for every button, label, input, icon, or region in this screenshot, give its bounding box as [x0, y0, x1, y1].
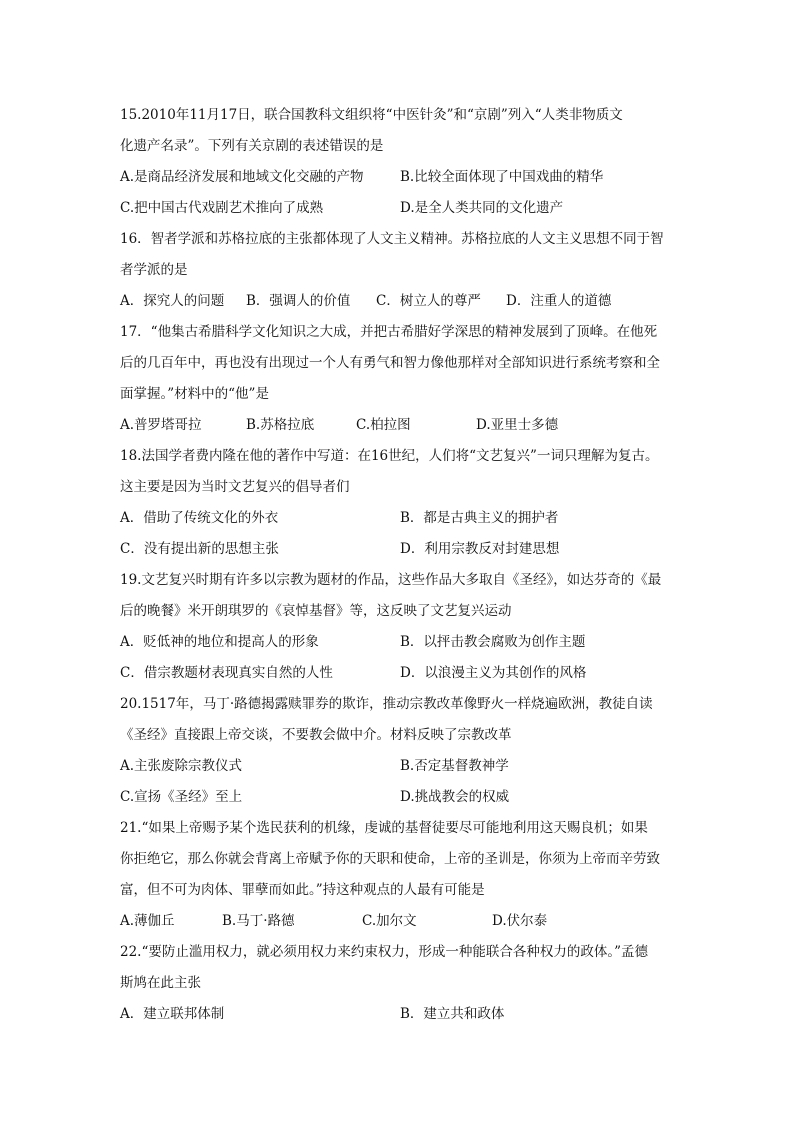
answer-option: B.否定基督教神学 [400, 758, 509, 774]
question-stem-line: 21.“如果上帝赐予某个选民获利的机缘，虔诚的基督徒要尽可能地利用这天赐良机；如果 [120, 820, 648, 836]
question-4 [120, 441, 680, 565]
question-6 [120, 689, 680, 813]
answer-option: A．建立联邦体制 [120, 1006, 225, 1022]
option-row [120, 286, 680, 317]
answer-option: D.亚里士多德 [476, 417, 559, 433]
answer-option: D．注重人的道德 [506, 293, 612, 309]
option-row [120, 658, 680, 689]
answer-option: C.宣扬《圣经》至上 [120, 789, 243, 805]
question-3 [120, 317, 680, 441]
answer-option: C.把中国古代戏剧艺术推向了成熟 [120, 200, 324, 216]
question-stem-line: 后的晚餐》米开朗琪罗的《哀悼基督》等，这反映了文艺复兴运动 [120, 603, 512, 619]
answer-option: A．借助了传统文化的外衣 [120, 510, 279, 526]
answer-option: B.苏格拉底 [246, 417, 315, 433]
question-stem-line: 《圣经》直接跟上帝交谈，不要教会做中介。材料反映了宗教改革 [120, 727, 512, 743]
option-row [120, 162, 680, 193]
option-row [120, 999, 680, 1030]
question-1 [120, 100, 680, 224]
option-row [120, 906, 680, 937]
answer-option: D.伏尔泰 [492, 913, 548, 929]
answer-option: A.薄伽丘 [120, 913, 175, 929]
option-row [120, 503, 680, 534]
answer-option: B．强调人的价值 [246, 293, 351, 309]
question-5 [120, 565, 680, 689]
answer-option: B．以抨击教会腐败为创作主题 [400, 634, 586, 650]
question-stem-line: 富，但不可为肉体、罪孽而如此。”持这种观点的人最有可能是 [120, 882, 485, 898]
answer-option: D.挑战教会的权威 [400, 789, 510, 805]
question-stem-line: 19.文艺复兴时期有许多以宗教为题材的作品，这些作品大多取自《圣经》，如达芬奇的《最 [120, 572, 662, 588]
question-stem-line: 18.法国学者费内隆在他的著作中写道：在16世纪，人们将“文艺复兴”一词只理解为复古。 [120, 448, 659, 464]
option-row [120, 410, 680, 441]
option-row [120, 782, 680, 813]
answer-option: B.马丁·路德 [222, 913, 295, 929]
question-stem-line: 者学派的是 [120, 262, 188, 278]
answer-option: B.比较全面体现了中国戏曲的精华 [400, 169, 604, 185]
question-stem-line: 20.1517年，马丁·路德揭露赎罪券的欺诈，推动宗教改革像野火一样烧遍欧洲，教徒自读 [120, 696, 653, 712]
question-stem-line: 这主要是因为当时文艺复兴的倡导者们 [120, 479, 350, 495]
question-stem-line: 化遗产名录”。下列有关京剧的表述错误的是 [120, 138, 384, 154]
answer-option: D.是全人类共同的文化遗产 [400, 200, 564, 216]
question-list [120, 100, 680, 1030]
answer-option: C．没有提出新的思想主张 [120, 541, 279, 557]
answer-option: A.普罗塔哥拉 [120, 417, 202, 433]
question-stem-line: 15.2010年11月17日，联合国教科文组织将“中医针灸”和“京剧”列入“人类非物质文 [120, 107, 623, 123]
option-row [120, 193, 680, 224]
question-stem-line: 你拒绝它，那么你就会背离上帝赋予你的天职和使命，上帝的圣训是，你须为上帝而辛劳致 [120, 851, 660, 867]
option-row [120, 751, 680, 782]
answer-option: C．树立人的尊严 [376, 293, 481, 309]
question-stem-line: 面掌握。”材料中的“他”是 [120, 386, 269, 402]
answer-option: B．建立共和政体 [400, 1006, 505, 1022]
question-7 [120, 813, 680, 937]
answer-option: D．以浪漫主义为其创作的风格 [400, 665, 587, 681]
question-stem-line: 16．智者学派和苏格拉底的主张都体现了人文主义精神。苏格拉底的人文主义思想不同于智 [120, 231, 664, 247]
question-stem-line: 17．“他集古希腊科学文化知识之大成，并把古希腊好学深思的精神发展到了顶峰。在他死 [120, 324, 658, 340]
question-stem-line: 斯鸠在此主张 [120, 975, 201, 991]
answer-option: A.是商品经济发展和地域文化交融的产物 [120, 169, 364, 185]
question-stem-line: 后的几百年中，再也没有出现过一个人有勇气和智力像他那样对全部知识进行系统考察和全 [120, 355, 660, 371]
answer-option: A．贬低神的地位和提高人的形象 [120, 634, 319, 650]
question-stem-line: 22.“要防止滥用权力，就必须用权力来约束权力，形成一种能联合各种权力的政体。”孟德 [120, 944, 649, 960]
answer-option: B．都是古典主义的拥护者 [400, 510, 559, 526]
question-2 [120, 224, 680, 317]
question-8 [120, 937, 680, 1030]
answer-option: C.柏拉图 [356, 417, 411, 433]
answer-option: A．探究人的问题 [120, 293, 225, 309]
answer-option: D．利用宗教反对封建思想 [400, 541, 560, 557]
answer-option: C．借宗教题材表现真实自然的人性 [120, 665, 333, 681]
answer-option: C.加尔文 [362, 913, 417, 929]
option-row [120, 627, 680, 658]
option-row [120, 534, 680, 565]
answer-option: A.主张废除宗教仪式 [120, 758, 243, 774]
